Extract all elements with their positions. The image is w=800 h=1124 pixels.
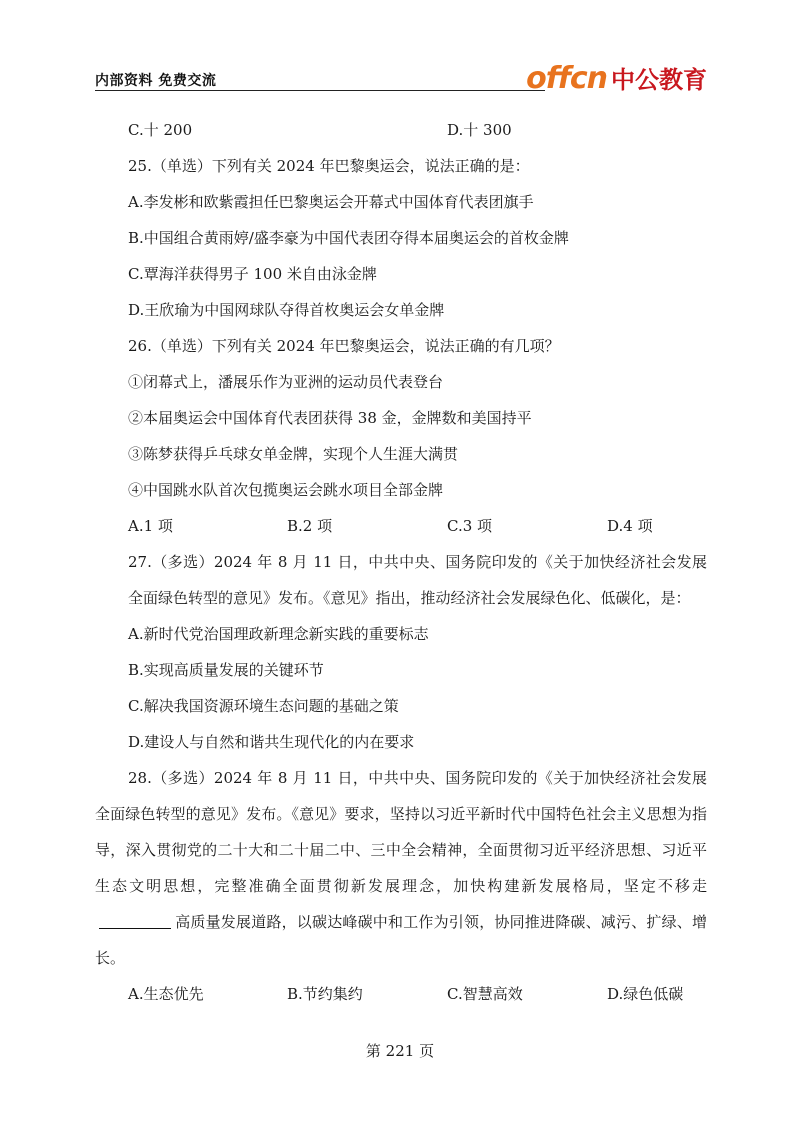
- question-27-stem: 27.（多选）2024 年 8 月 11 日，中共中央、国务院印发的《关于加快经济社会发展全面绿色转型的意见》发布。《意见》指出，推动经济社会发展绿色化、低碳化，是：: [128, 553, 707, 607]
- q28-stem-part1: 28.（多选）2024 年 8 月 11 日，中共中央、国务院印发的《关于加快经济社会发展全面绿色转型的意见》发布。《意见》要求，坚持以习近平新时代中国特色社会主义思想为指导，深入贯彻党的二十大和二十届二中、三中全会精神，全面贯彻习近平经济思想、习近平生态文明思想，完整准确全面贯彻新发展理念，加快构建新发展格局，坚定不移走: [95, 769, 707, 895]
- q25-option-b: B.中国组合黄雨婷/盛李豪为中国代表团夺得本届奥运会的首枚金牌: [128, 229, 569, 247]
- header-rule: [95, 90, 545, 91]
- option-d: D.十 300: [447, 121, 512, 139]
- question-26-stem: 26.（单选）下列有关 2024 年巴黎奥运会，说法正确的有几项？: [128, 337, 560, 355]
- q26-item-1: ①闭幕式上，潘展乐作为亚洲的运动员代表登台: [128, 373, 444, 391]
- question-28-stem: [95, 760, 707, 976]
- q28-option-d: D.绿色低碳: [607, 985, 684, 1003]
- fill-in-blank: [99, 912, 171, 929]
- q25-option-d: D.王欣瑜为中国网球队夺得首枚奥运会女单金牌: [128, 301, 445, 319]
- q26-option-d: D.4 项: [607, 517, 653, 535]
- q26-item-4: ④中国跳水队首次包揽奥运会跳水项目全部金牌: [128, 481, 444, 499]
- page-content: [95, 112, 707, 1012]
- q28-option-c: C.智慧高效: [447, 985, 523, 1003]
- q28-option-b: B.节约集约: [287, 985, 363, 1003]
- header-label: 内部资料 免费交流: [95, 73, 217, 89]
- q28-options: [95, 976, 707, 1012]
- q26-options: [95, 508, 707, 544]
- q27-option-c: C.解决我国资源环境生态问题的基础之策: [128, 697, 399, 715]
- offcn-logo: [526, 62, 707, 94]
- question-25-stem: 25.（单选）下列有关 2024 年巴黎奥运会，说法正确的是：: [128, 157, 530, 175]
- q27-option-a: A.新时代党治国理政新理念新实践的重要标志: [128, 625, 429, 643]
- page-header: [95, 62, 707, 96]
- q27-option-b: B.实现高质量发展的关键环节: [128, 661, 324, 679]
- page-number: 第 221 页: [365, 1042, 435, 1060]
- logo-text-cn: 中公教育: [611, 66, 707, 94]
- option-c: C.十 200: [128, 121, 193, 139]
- q26-item-3: ③陈梦获得乒乓球女单金牌，实现个人生涯大满贯: [128, 445, 459, 463]
- q25-option-c: C.覃海洋获得男子 100 米自由泳金牌: [128, 265, 377, 283]
- q26-option-b: B.2 项: [287, 517, 333, 535]
- q26-option-a: A.1 项: [128, 517, 173, 535]
- logo-text-en: offcn: [526, 61, 607, 96]
- q27-option-d: D.建设人与自然和谐共生现代化的内在要求: [128, 733, 415, 751]
- q28-option-a: A.生态优先: [128, 985, 204, 1003]
- q26-item-2: ②本届奥运会中国体育代表团获得 38 金，金牌数和美国持平: [128, 409, 532, 427]
- q24-options: [95, 112, 707, 148]
- q25-option-a: A.李发彬和欧紫霞担任巴黎奥运会开幕式中国体育代表团旗手: [128, 193, 534, 211]
- q26-option-c: C.3 项: [447, 517, 493, 535]
- q28-stem-part2: 高质量发展道路，以碳达峰碳中和工作为引领，协同推进降碳、减污、扩绿、增长。: [95, 913, 707, 967]
